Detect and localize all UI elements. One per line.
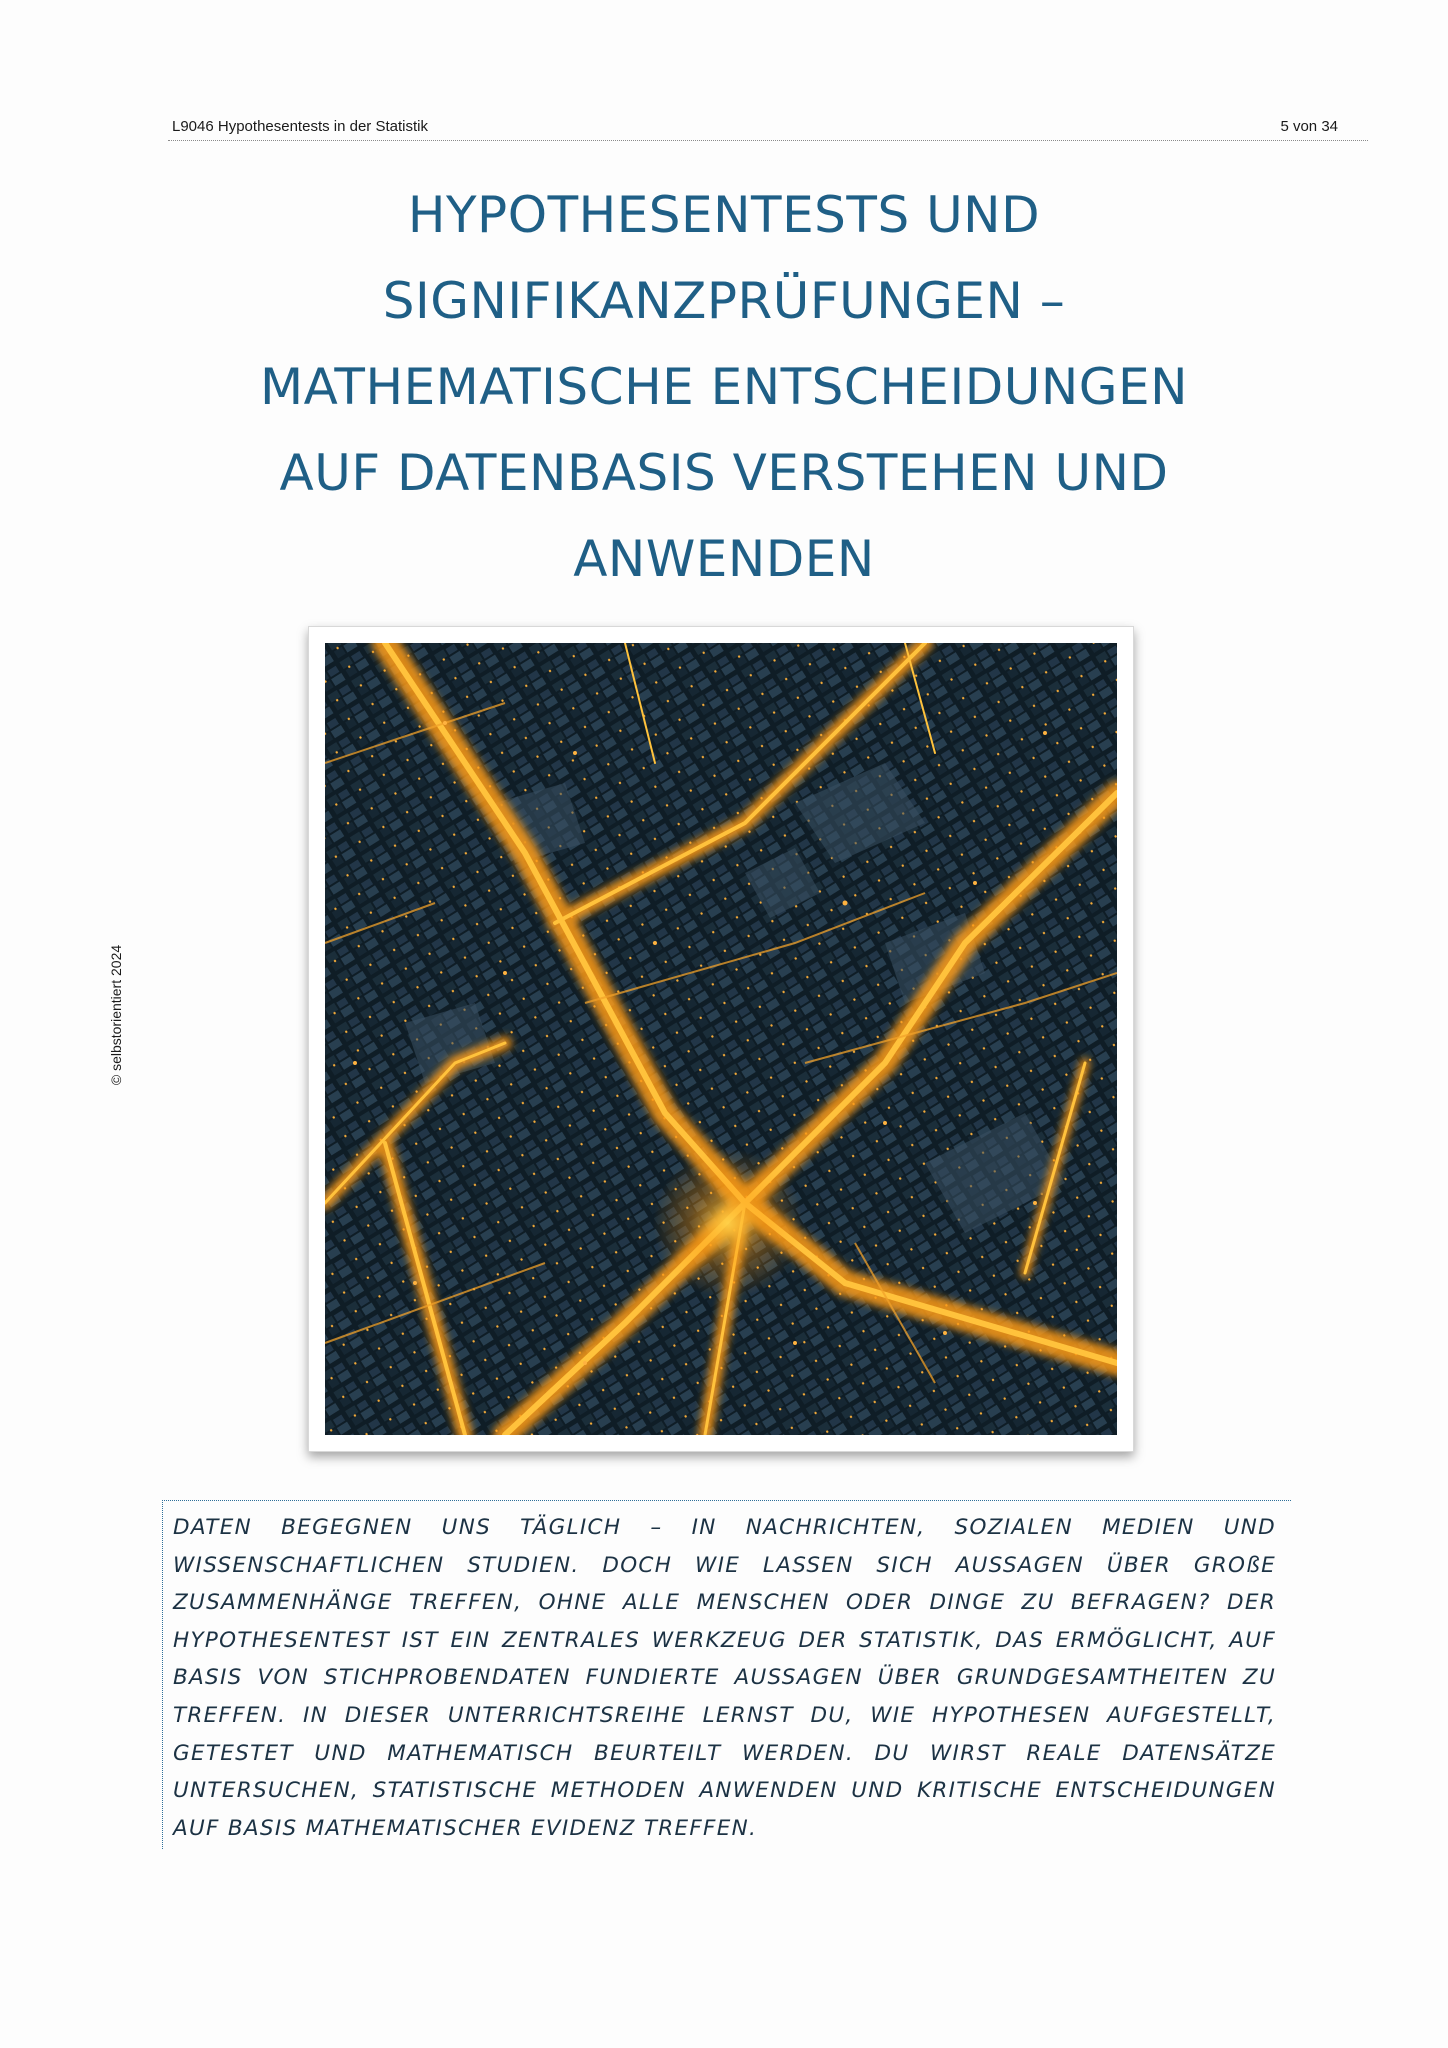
copyright-note: © selbstorientiert 2024 [108,944,124,1086]
document-title: L9046 Hypothesentests in der Statistik [172,118,428,135]
page-number: 5 von 34 [1280,118,1338,135]
page-title-line: SIGNIFIKANZPRÜFUNGEN – [382,272,1066,330]
city-night-aerial-photo [325,643,1117,1435]
page-title-line: AUF DATENBASIS VERSTEHEN UND [279,444,1169,502]
page-title [168,172,1280,602]
page-title-line: HYPOTHESENTESTS UND [407,186,1041,244]
intro-box [162,1500,1291,1849]
page-title-line: MATHEMATISCHE ENTSCHEIDUNGEN [259,358,1189,416]
intro-paragraph: DATEN BEGEGNEN UNS TÄGLICH – IN NACHRICHTEN, SOZIALEN MEDIEN UND WISSENSCHAFTLICHEN STUDIEN. DOCH WIE LASSEN SICH AUSSAGEN ÜBER GROßE ZUSAMMENHÄNGE TREFFEN, OHNE ALLE MENSCHEN ODER DINGE ZU BEFRAGEN? DER HYPOTHESENTEST IST EIN ZENTRALES WERKZEUG DER STATISTIK, DAS ERMÖGLICHT, AUF BASIS VON STICHPROBENDATEN FUNDIERTE AUSSAGEN ÜBER GRUNDGESAMTHEITEN ZU TREFFEN. IN DIESER UNTERRICHTSREIHE LERNST DU, WIE HYPOTHESEN AUFGESTELLT, GETESTET UND MATHEMATISCH BEURTEILT WERDEN. DU WIRST REALE DATENSÄTZE UNTERSUCHEN, STATISTISCHE METHODEN ANWENDEN UND KRITISCHE ENTSCHEIDUNGEN AUF BASIS MATHEMATISCHER EVIDENZ TREFFEN. [173,1515,1276,1841]
photo-frame [308,626,1134,1452]
page-header [168,116,1368,141]
page-title-line: ANWENDEN [573,530,875,588]
